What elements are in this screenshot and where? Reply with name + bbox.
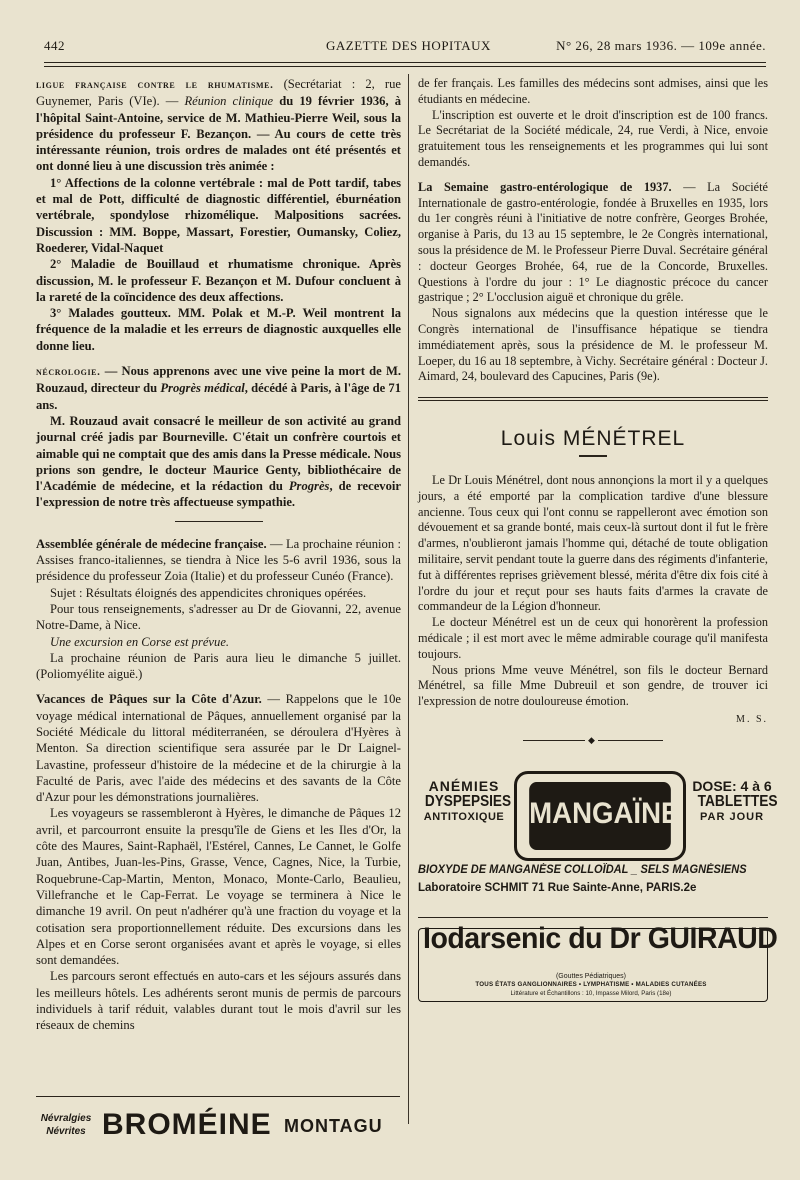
ligue-item-1: 1° Affections de la colonne vertébrale : mal de Pott tardif, tabes et mal de Pott, difficulté de diagnostic différentiel, éburnéation vertébrale, spondylose rhizomélique. Malpositions sacrées. Discussion : MM. Boppe, Massart, Forestier, Oumansky, Coliez, Roederer, Vidal-Naquet [36,175,401,255]
mangaine-brand: MANGAÏNE [529,782,671,850]
ligue-notice [36,76,401,175]
ligue-text-1: (Secrétariat : 2, rue Guynemer, Paris (VIe). — [36,77,402,109]
vacances-notice [36,691,401,805]
vacances-text: — Rappelons que le 10e voyage médical international de Pâques, annuellement organisé par la Société Médicale du littoral méditerranéen, se déroulera d'Hyères à Menton. Sa direction scientifique sera assurée par le Dr Laignel-Lavastine, professeur d'histoire de la médecine et de la chirurgie à la Faculté de Paris, avec l'aide des médecins et des savants de la Côte d'Azur pour les démonstrations journalières. [36,692,401,805]
assemblee-text: — La prochaine réunion : Assises franco-italiennes, se tiendra à Nice les 5-6 avril 1936, sous la présidence du professeur Zoia (Italie) et du professeur Cunéo (France). [36,536,401,584]
mangaine-indications [418,779,510,826]
ligue-text-2: du 19 février 1936, à l'hôpital Saint-Antoine, service de M. Mathieu-Pierre Weil, sous la présidence du professeur F. Bezançon. — Au cours de cette très intéressante réunion, trois ordres de malades ont été présentés et ont donné lieu à une discussion très animée : [36,94,401,174]
mangaine-frequency: PAR JOUR [699,811,765,824]
obituary-signature: M. S. [736,713,768,725]
obituary-paragraph-1: Le Dr Louis Ménétrel, dont nous annonçions la mort il y a quelques jours, a été emporté par la complication tardive d'une blessure ancienne. Tous ceux qui l'ont connu se rappelleront avec émotion son dévouement et sa grande bonté, mais ceux-là surtout dont il fut le frère d'armes, n'oublieront jamais l'homme qui, détaché de toute obligation militaire, servit pendant toute la guerre dans des régiments d'infanterie, fut à différentes reprises grièvement blessé, mérita d'être dix fois cité à l'ordre du jour et reçut pour ses hauts faits d'armes la cravate de commandeur de la Légion d'honneur. [418,472,768,614]
necrologie-text-1: — Nous apprenons avec une vive peine la mort de M. Rouzaud, directeur du [36,364,401,396]
journal-title: GAZETTE DES HOPITAUX [326,38,491,53]
assemblee-excursion: Une excursion en Corse est prévue. [50,634,230,649]
mangaine-indication-1: ANÉMIES [428,777,500,794]
iodarsenic-subtitle: (Gouttes Pédiatriques) [555,972,627,980]
assemblee-sujet: Sujet : Résultats éloignés des appendicites chroniques opérées. [50,585,367,600]
bromeine-ad-rule [36,1096,400,1097]
right-column [418,76,778,1002]
ligue-item-3: 3° Malades goutteux. MM. Polak et M.-P. Weil montrent la fréquence de la maladie et les erreurs de diagnostic auxquelles elle donne lieu. [36,306,401,353]
mangaine-indication-2: DYSPEPSIES [424,793,512,811]
ornamental-separator [523,740,663,741]
assemblee-prochaine: La prochaine réunion de Paris aura lieu le dimanche 5 juillet. (Poliomyélite aiguë.) [36,650,401,682]
page-header [44,38,766,56]
iodarsenic-address: Littérature et Échantillons : 10, Impasse Milord, Paris (18e) [510,989,672,997]
header-rule [44,62,766,63]
semaine-lead: La Semaine gastro-entérologique de 1937. [418,179,672,194]
necrologie-notice [36,363,401,413]
mangaine-laboratory: Laboratoire SCHMIT 71 Rue Sainte-Anne, PARIS.2e [418,881,697,894]
necrologie-italic: Progrès médical [160,381,245,396]
assemblee-lead: Assemblée générale de médecine française. [36,536,267,551]
bromeine-brand: BROMÉINE [102,1108,272,1141]
mangaine-dose: DOSE: 4 à 6 [692,777,772,794]
bromeine-indication-2: Névrites [46,1126,86,1137]
necrologie-p2-b: , de recevoir l'expression de notre très affectueuse sympathie. [36,479,401,510]
mangaine-logo-box [514,771,686,861]
ligue-lead: ligue française contre le rhumatisme. [36,79,274,91]
page-number: 442 [44,38,65,53]
bromeine-lab: MONTAGU [284,1116,383,1136]
semaine-paragraph-2: Nous signalons aux médecins que la question intéresse que le Congrès international de l'insuffisance hépatique se tiendra immédiatement après, sous la présidence de M. le professeur M. Loeper, du 16 au 18 septembre, à Vichy. Secrétaire général : Docteur J. Aimard, 24, boulevard des Capucines, Paris (9e). [418,306,768,384]
obituary-paragraph-3: Nous prions Mme veuve Ménétrel, son fils le docteur Bernard Ménétrel, sa fille Mme Dubreuil et son gendre, de trouver ici l'expression de notre douloureuse émotion. [418,662,768,709]
obituary-title: Louis MÉNÉTREL [500,427,686,451]
ad-separator [418,917,768,918]
obituary-top-rule [418,397,768,401]
mangaine-composition: BIOXYDE DE MANGANÈSE COLLOÏDAL _ SELS MAGNÉSIENS [418,863,747,876]
mangaine-indication-3: ANTITOXIQUE [423,811,505,824]
necrologie-lead: nécrologie. [36,366,101,379]
issue-info: N° 26, 28 mars 1936. — 109e année. [556,38,766,53]
section-separator [175,521,263,522]
necrologie-p2-a: M. Rouzaud avait consacré le meilleur de son activité au grand journal créé jadis par Bourneville. C'était un confrère courtois et aimable qui ne comptait que des amis dans la Presse médicale. Nous prions son gendre, le docteur Maurice Genty, bibliothécaire de l'Académie de médecine, et la rédaction du [36,413,401,494]
column-divider [408,74,409,1124]
left-column [36,76,401,1034]
necrologie-p2-italic: Progrès [288,479,330,494]
header-rule-secondary [44,66,766,67]
ligue-item-2: 2° Maladie de Bouillaud et rhumatisme chronique. Après discussion, M. le professeur F. Bezançon et M. Dufour concluent à la rareté de la coïncidence des deux affections. [36,257,401,304]
vacances-paragraph-2: Les voyageurs se rassembleront à Hyères, le dimanche de Pâques 12 avril, et parcourront ensuite la presqu'île de Giens et les Iles d'Or, la côte des Maures, Saint-Raphaël, l'Estérel, Cannes, Le Cannet, le Golfe Juan, Antibes, Juan-les-Pins, Grasse, Vence, Cagnes, Nice, la Turbie, Roquebrune-Cap-Martin, Menton, Monaco, Monte-Carlo, Beaulieu, Villefranche et le Cap-Ferrat. Le voyage se terminera à Nice le dimanche 19 avril. On peut n'adhérer qu'à une fraction du voyage et la cotisation sera proportionnellement réduite. Des excursions dans les Alpes et en Corse seront organisées avant et après le voyage, si elles sont demandées. [36,806,401,968]
ligue-italic: Réunion clinique [184,94,274,109]
obituary-title-rule [579,455,607,457]
iodarsenic-brand: Iodarsenic du Dr GUIRAUD [423,921,778,955]
semaine-notice [418,180,768,306]
bromeine-indications [36,1112,96,1138]
assemblee-renseignements: Pour tous renseignements, s'adresser au Dr de Giovanni, 22, avenue Notre-Dame, à Nice. [36,601,401,633]
necrologie-text-2: , décédé à Paris, à l'âge de 71 ans. [36,381,402,412]
iodarsenic-ad [418,921,778,1002]
necrologie-paragraph-2 [36,413,401,511]
vacances-continuation: de fer français. Les familles des médecins sont admises, ainsi que les étudiants en médecine. [418,76,768,106]
inscription-paragraph: L'inscription est ouverte et le droit d'inscription est de 100 francs. Le Secrétariat de la Société médicale, 24, rue Verdi, à Nice, envoie gratuitement tous les renseignements et les programmes qui lui sont demandés. [418,107,768,169]
bromeine-ad [36,1108,400,1152]
mangaine-dosage [692,777,778,826]
semaine-text: — La Société Internationale de gastro-entérologie, fondée à Bruxelles en 1935, lors du 1er congrès réuni à l'initiative de notre confrère, Georges Brohée, organise à Paris, du 13 au 15 septembre, le 2e Congrès international, sous la présidence de M. le Professeur Pierre Duval. Secrétaire général : docteur Georges Brohée, 64, rue de la Concorde, Bruxelles. Questions à l'ordre du jour : 1° Le diagnostic précoce du cancer gastrique ; 2° L'occlusion aiguë et chronique du grêle. [418,179,769,305]
obituary-paragraph-2: Le docteur Ménétrel est un de ceux qui honorèrent la profession médicale ; il est mort avec le même admirable courage qu'il manifesta toujours. [418,615,768,661]
mangaine-ad [418,771,778,899]
bromeine-indication-1: Névralgies [40,1113,92,1124]
iodarsenic-indications: TOUS ÉTATS GANGLIONNAIRES • LYMPHATISME • MALADIES CUTANÉES [475,980,707,988]
vacances-lead: Vacances de Pâques sur la Côte d'Azur. [36,692,262,707]
assemblee-notice [36,536,401,585]
vacances-paragraph-3: Les parcours seront effectués en auto-cars et les séjours assurés dans les meilleurs hôtels. Les adhérents seront munis de permis de parcours individuels à tarif réduit, valables durant tout le mois d'avril sur les réseaux de chemins [36,969,401,1033]
mangaine-form: TABLETTES [697,793,778,811]
